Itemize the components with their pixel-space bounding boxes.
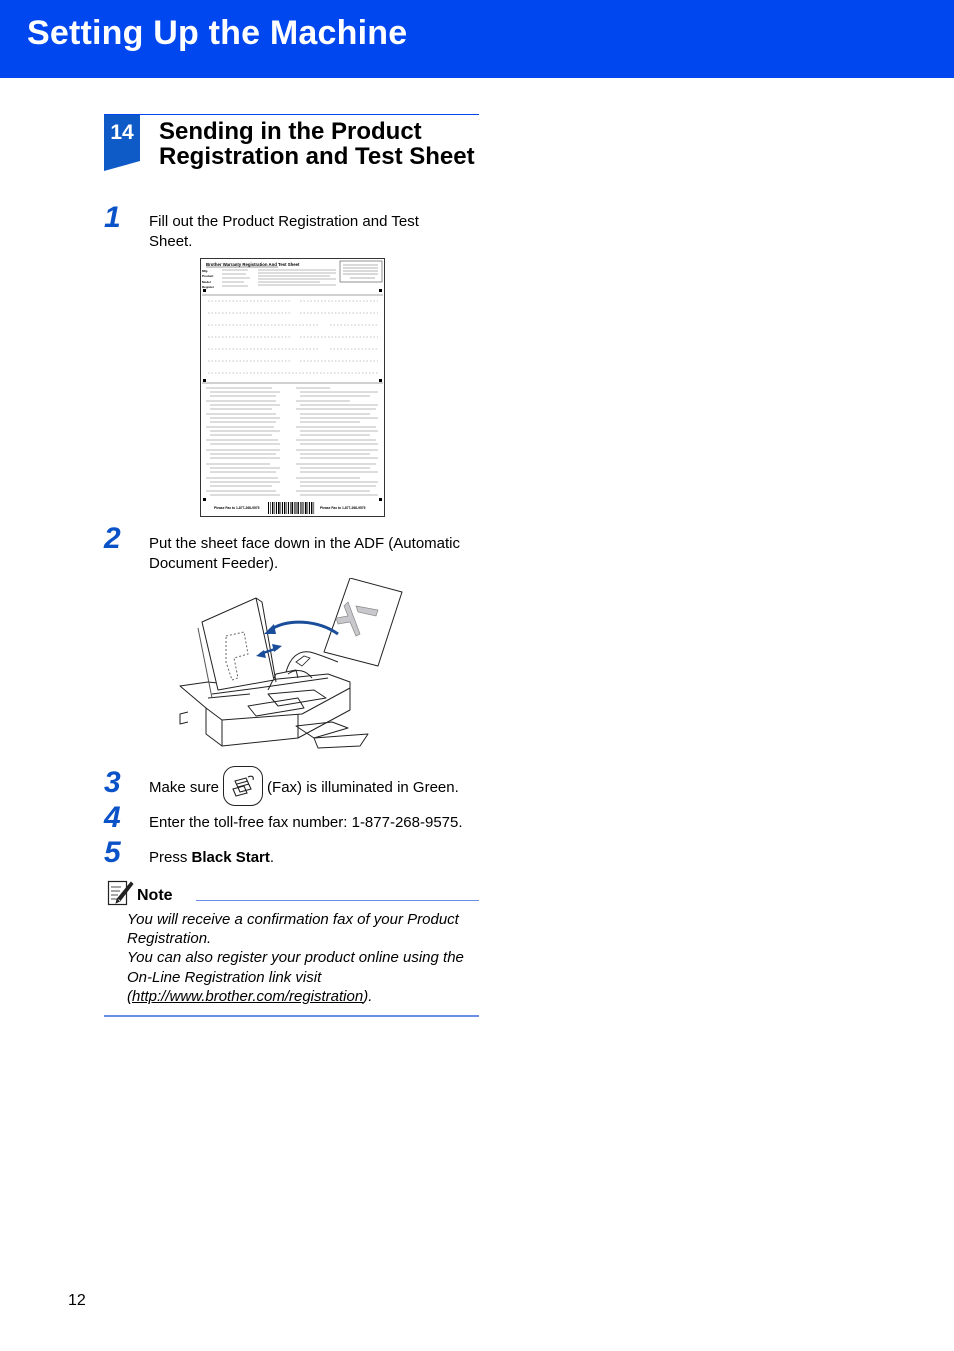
step-number-4: 4: [104, 801, 121, 834]
note-line-2: [127, 948, 483, 1006]
note-label: Note: [137, 887, 173, 904]
fax-mode-key-icon: [223, 766, 263, 806]
step-text-3-before: Make sure: [149, 779, 220, 796]
registration-link[interactable]: http://www.brother.com/registration: [132, 987, 364, 1005]
step-text-5-before: Press: [149, 849, 192, 866]
step-number-1: 1: [104, 201, 121, 234]
svg-text:Register: Register: [202, 285, 215, 289]
step-text-1: Fill out the Product Registration and Test Sheet.: [149, 213, 419, 250]
note-link-close: ).: [363, 987, 373, 1005]
registration-sheet-illustration: [200, 258, 385, 517]
note-body: [127, 910, 483, 1006]
black-start-key-label: Black Start: [191, 849, 270, 866]
page-header-title: Setting Up the Machine: [27, 14, 408, 52]
svg-text:Model: Model: [202, 280, 211, 284]
note-pencil-icon: [107, 880, 134, 907]
section-title-line1: Sending in the Product: [159, 118, 422, 145]
page-header-banner: [0, 0, 954, 78]
svg-text:Mfg.: Mfg.: [202, 269, 209, 273]
step-number-2: 2: [104, 522, 121, 555]
step-text-5: [149, 848, 484, 868]
section-title-line2: Registration and Test Sheet: [159, 143, 475, 170]
svg-text:Product: Product: [202, 274, 214, 278]
section-top-rule: [104, 114, 479, 115]
adf-feeding-illustration: [178, 578, 410, 764]
step-number-3: 3: [104, 766, 121, 799]
step-number-5: 5: [104, 836, 121, 869]
form-sheet-title: Brother Warranty Registration And Test Sheet: [206, 262, 300, 267]
section-number-badge: 14: [104, 115, 140, 161]
form-fax-label-right: Please Fax to 1-877-268-9575: [320, 506, 366, 510]
page-number: 12: [68, 1292, 86, 1309]
step-text-3: [149, 778, 494, 798]
note-bottom-rule: [104, 1015, 479, 1017]
note-line-1: You will receive a confirmation fax of your Product Registration.: [127, 911, 459, 948]
section-title: [159, 119, 489, 169]
form-fax-label-left: Please Fax to 1-877-268-9575: [214, 506, 260, 510]
step-text-2: Put the sheet face down in the ADF (Automatic Document Feeder).: [149, 535, 461, 572]
step-text-4: Enter the toll-free fax number: 1-877-268-9575.: [149, 814, 463, 831]
step-text-5-after: .: [269, 849, 275, 866]
note-line-2-text: You can also register your product online using the On-Line Registration link visit: [127, 949, 464, 986]
note-top-rule: [196, 900, 479, 901]
step-text-3-after: (Fax) is illuminated in Green.: [267, 779, 459, 796]
note-link-open: (: [127, 987, 132, 1005]
